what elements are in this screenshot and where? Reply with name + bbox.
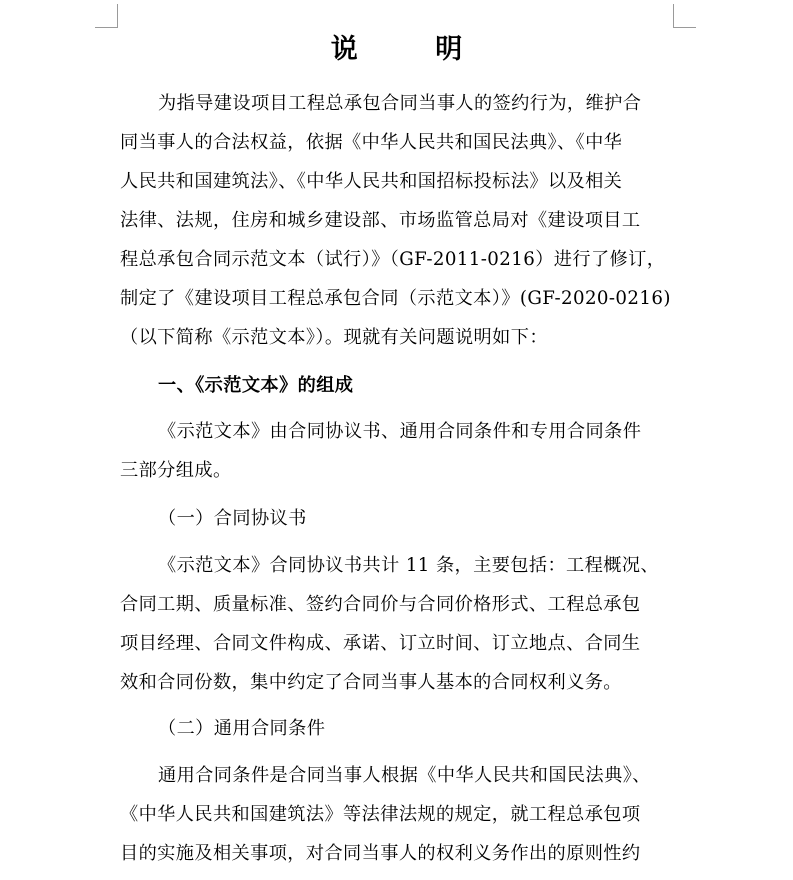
- paragraph-line: 三部分组成。: [120, 460, 232, 481]
- paragraph-line: 《中华人民共和国建筑法》等法律法规的规定，就工程总承包项: [120, 804, 641, 825]
- paragraph-line: （以下简称《示范文本》）。现就有关问题说明如下：: [120, 327, 548, 348]
- paragraph-line: 人民共和国建筑法》、《中华人民共和国招标投标法》以及相关: [120, 171, 623, 192]
- paragraph-line: 《示范文本》由合同协议书、通用合同条件和专用合同条件: [158, 421, 642, 442]
- page-title: 说 明: [330, 34, 497, 65]
- crop-mark-top-right-v: [673, 4, 674, 28]
- crop-mark-top-left-v: [117, 4, 118, 28]
- subsection-heading: （二）通用合同条件: [158, 718, 326, 739]
- paragraph-line: 程总承包合同示范文本（试行）》（GF-2011-0216）进行了修订，: [120, 249, 666, 270]
- paragraph-line: 项目经理、合同文件构成、承诺、订立时间、订立地点、合同生: [120, 633, 641, 654]
- paragraph-line: 效和合同份数，集中约定了合同当事人基本的合同权利义务。: [120, 672, 622, 693]
- paragraph-line: 制定了《建设项目工程总承包合同（示范文本）》(GF-2020-0216): [120, 288, 671, 309]
- paragraph-line: 《示范文本》合同协议书共计 11 条，主要包括：工程概况、: [158, 555, 659, 576]
- paragraph-line: 为指导建设项目工程总承包合同当事人的签约行为，维护合: [158, 93, 642, 114]
- subsection-heading: （一）合同协议书: [158, 508, 307, 529]
- paragraph-line: 合同工期、质量标准、签约合同价与合同价格形式、工程总承包: [120, 594, 641, 615]
- paragraph-line: 通用合同条件是合同当事人根据《中华人民共和国民法典》、: [158, 765, 651, 786]
- paragraph-line: 目的实施及相关事项，对合同当事人的权利义务作出的原则性约: [120, 843, 641, 864]
- paragraph-line: 同当事人的合法权益，依据《中华人民共和国民法典》、《中华: [120, 132, 623, 153]
- section-heading: 一、《示范文本》的组成: [158, 375, 354, 396]
- paragraph-line: 法律、法规，住房和城乡建设部、市场监管总局对《建设项目工: [120, 210, 641, 231]
